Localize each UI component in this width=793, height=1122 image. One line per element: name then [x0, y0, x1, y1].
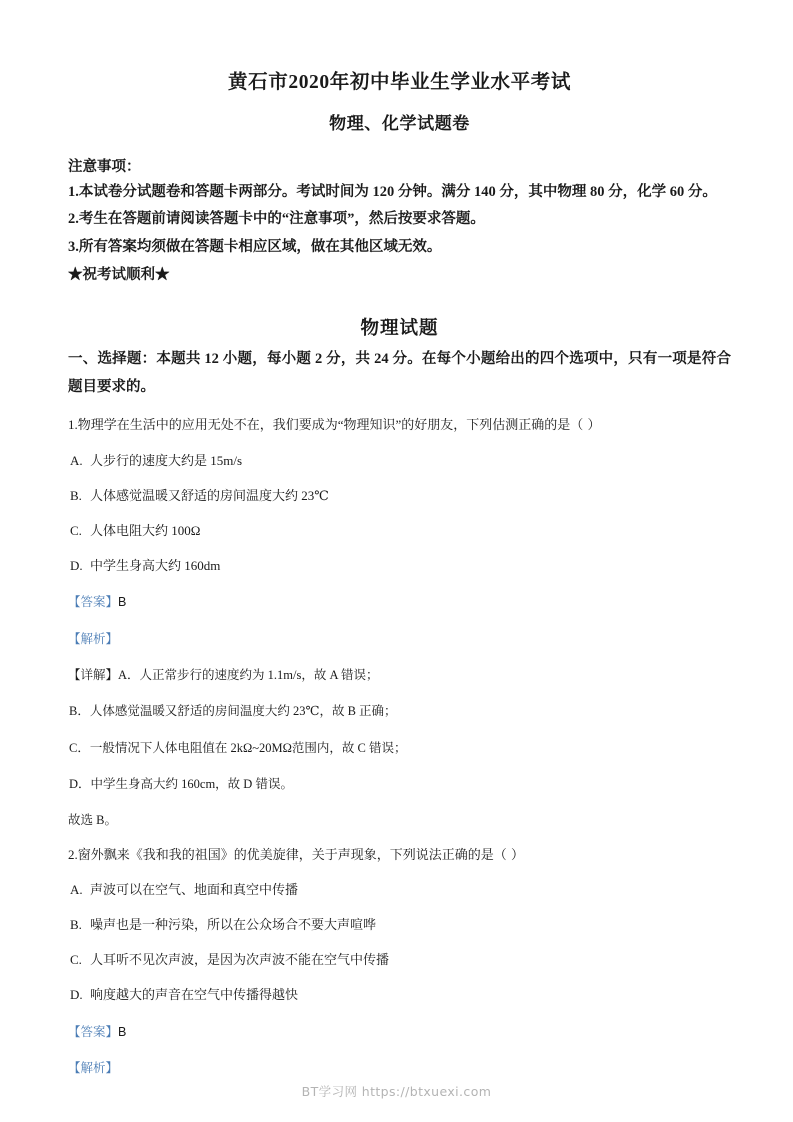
- option-label: A.: [70, 881, 83, 897]
- analysis-line: [68, 1059, 731, 1078]
- answer-line: [68, 1023, 731, 1042]
- notice-heading: 注意事项：: [68, 158, 141, 175]
- option-a[interactable]: [68, 880, 731, 900]
- option-text: 中学生身高大约 160dm: [90, 558, 221, 574]
- option-label: B.: [70, 487, 82, 503]
- detail-item-d: D．中学生身高大约 160cm，故 D 错误。: [69, 777, 293, 792]
- physics-section-title: 物理试题: [360, 318, 439, 339]
- option-text: 噪声也是一种污染，所以在公众场合不要大声喧哗: [90, 917, 377, 933]
- footer-watermark: BT学习网 https://btxuexi.com: [301, 1084, 492, 1099]
- answer-tag: 【答案】: [68, 595, 119, 610]
- question-number: 2.: [68, 846, 78, 862]
- option-text: 人体电阻大约 100Ω: [90, 522, 201, 538]
- analysis-line: [68, 630, 731, 649]
- detail-item-b: B．人体感觉温暖又舒适的房间温度大约 23℃，故 B 正确；: [69, 704, 397, 719]
- detail-tag: 【详解】: [68, 667, 119, 682]
- option-text: 人耳听不见次声波，是因为次声波不能在空气中传播: [90, 952, 390, 968]
- good-luck-line: ★祝考试顺利★: [68, 266, 170, 283]
- detail-text: A．人正常步行的速度约为 1.1m/s，故 A 错误；: [118, 667, 379, 682]
- option-text: 声波可以在空气、地面和真空中传播: [90, 881, 299, 897]
- option-a[interactable]: [68, 451, 731, 471]
- document-subtitle: 物理、化学试题卷: [329, 114, 470, 134]
- option-label: C.: [70, 952, 82, 968]
- option-d[interactable]: [68, 985, 731, 1005]
- option-c[interactable]: [68, 521, 731, 541]
- question-stem: [68, 415, 731, 435]
- option-text: 响度越大的声音在空气中传播得越快: [90, 987, 299, 1003]
- option-label: D.: [70, 987, 83, 1003]
- option-b[interactable]: [68, 915, 731, 935]
- option-c[interactable]: [68, 950, 731, 970]
- analysis-tag: 【解析】: [68, 1060, 119, 1075]
- question-text: 物理学在生活中的应用无处不在，我们要成为“物理知识”的好朋友，下列估测正确的是: [77, 417, 571, 433]
- option-b[interactable]: [68, 486, 731, 506]
- question-number: 1.: [68, 417, 78, 433]
- multiple-choice-heading: 一、选择题：本题共 12 小题，每小题 2 分，共 24 分。在每个小题给出的四个选项中，只有一项是符合题目要求的。: [68, 350, 731, 395]
- notice-item-3: 3.所有答案均须做在答题卡相应区域，做在其他区域无效。: [68, 239, 442, 256]
- detail-line: [68, 666, 731, 685]
- answer-value: B: [118, 595, 127, 610]
- answer-parenthesis: （ ）: [493, 846, 525, 862]
- question-stem: [68, 845, 731, 865]
- notice-item-1: 1.本试卷分试题卷和答题卡两部分。考试时间为 120 分钟。满分 140 分，其中物理 80 分，化学 60 分。: [68, 183, 717, 200]
- option-text: 人体感觉温暖又舒适的房间温度大约 23℃: [90, 487, 329, 503]
- question-text: 窗外飘来《我和我的祖国》的优美旋律，关于声现象，下列说法正确的是: [77, 846, 494, 862]
- answer-value: B: [118, 1024, 127, 1039]
- answer-parenthesis: （ ）: [570, 417, 602, 433]
- option-label: D.: [70, 558, 83, 574]
- detail-conclusion: 故选 B。: [68, 813, 117, 828]
- document-title: 黄石市2020年初中毕业生学业水平考试: [228, 72, 571, 93]
- option-d[interactable]: [68, 556, 731, 576]
- answer-line: [68, 593, 731, 612]
- detail-item-c: C．一般情况下人体电阻值在 2kΩ~20MΩ范围内，故 C 错误；: [69, 740, 407, 755]
- analysis-tag: 【解析】: [68, 631, 119, 646]
- option-label: C.: [70, 522, 82, 538]
- option-label: B.: [70, 917, 82, 933]
- notice-item-2: 2.考生在答题前请阅读答题卡中的“注意事项”，然后按要求答题。: [68, 211, 485, 228]
- option-text: 人步行的速度大约是 15m/s: [90, 452, 243, 468]
- option-label: A.: [70, 452, 83, 468]
- answer-tag: 【答案】: [68, 1024, 119, 1039]
